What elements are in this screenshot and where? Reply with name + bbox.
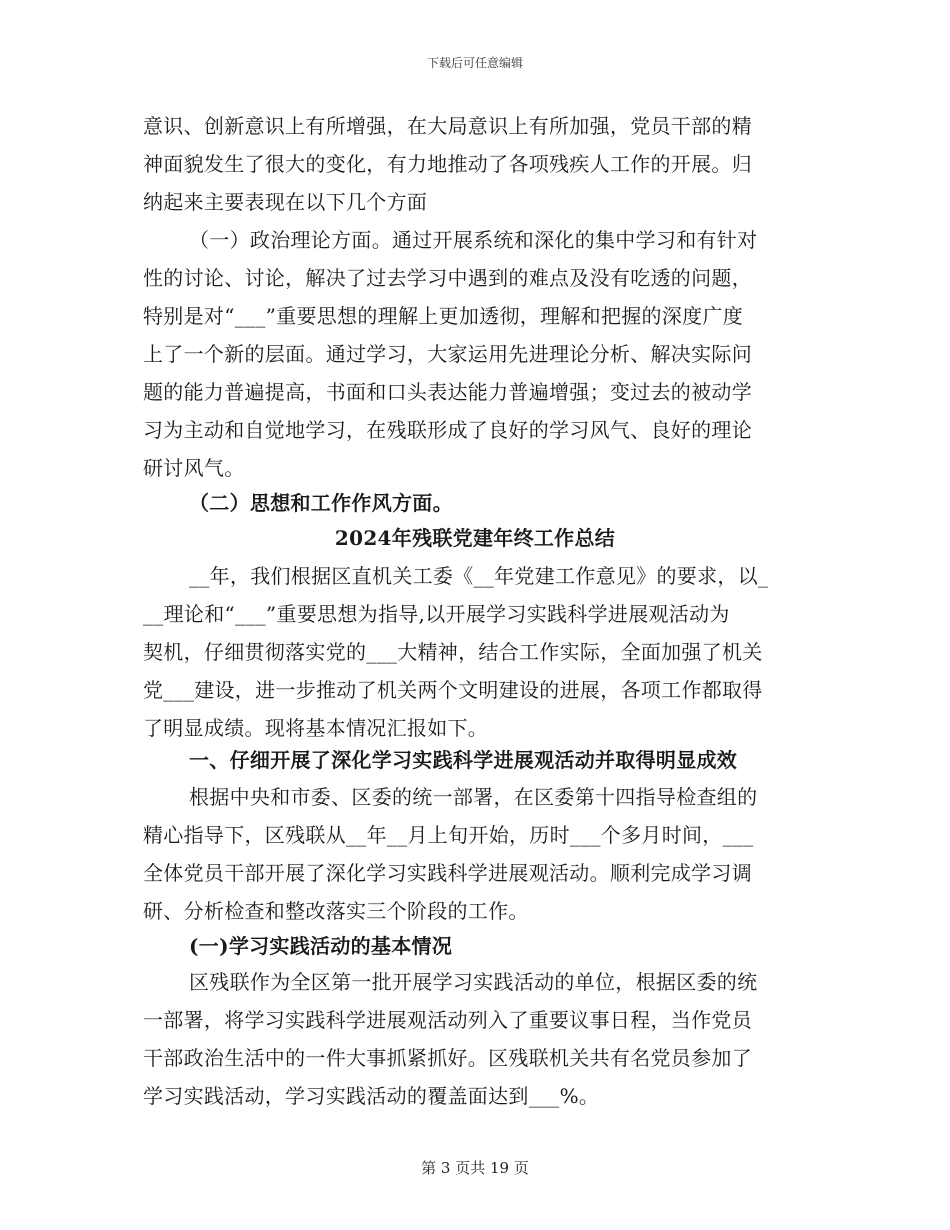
body-text-line: 契机，仔细贯彻落实党的___大精神，结合工作实际，全面加强了机关 bbox=[143, 640, 763, 664]
body-text-line: 精心指导下，区残联从__年__月上旬开始，历时___个多月时间，___ bbox=[143, 823, 754, 847]
subsection-heading: (一)学习实践活动的基本情况 bbox=[189, 934, 453, 958]
body-text-line: 意识、创新意识上有所增强，在大局意识上有所加强，党员干部的精 bbox=[143, 114, 752, 138]
body-text-line: 根据中央和市委、区委的统一部署，在区委第十四指导检查组的 bbox=[189, 785, 758, 809]
body-text-line: 纳起来主要表现在以下几个方面 bbox=[143, 190, 428, 214]
body-text-line: 一部署，将学习实践科学进展观活动列入了重要议事日程，当作党员 bbox=[143, 1008, 752, 1032]
section-heading: 一、仔细开展了深化学习实践科学进展观活动并取得明显成效 bbox=[189, 748, 738, 772]
page-footer: 第 3 页共 19 页 bbox=[421, 1159, 529, 1177]
body-text-line: 研、分析检查和整改落实三个阶段的工作。 bbox=[143, 899, 529, 923]
body-text-line: 学习实践活动，学习实践活动的覆盖面达到___%。 bbox=[143, 1084, 600, 1108]
body-text-line: 性的讨论、讨论，解决了过去学习中遇到的难点及没有吃透的问题， bbox=[143, 266, 752, 290]
body-text-line: 研讨风气。 bbox=[143, 456, 245, 480]
body-text-line: 习为主动和自觉地学习，在残联形成了良好的学习风气、良好的理论 bbox=[143, 418, 752, 442]
body-text-line: 干部政治生活中的一件大事抓紧抓好。区残联机关共有名党员参加了 bbox=[143, 1046, 752, 1070]
page-header: 下载后可任意编辑 bbox=[426, 56, 523, 70]
body-text-line: （一）政治理论方面。通过开展系统和深化的集中学习和有针对 bbox=[189, 228, 758, 252]
body-text-line: 上了一个新的层面。通过学习，大家运用先进理论分析、解决实际问 bbox=[143, 342, 752, 366]
body-text-line: 区残联作为全区第一批开展学习实践活动的单位，根据区委的统 bbox=[189, 970, 758, 994]
body-text-line: __年，我们根据区直机关工委《__年党建工作意见》的要求，以_ bbox=[189, 564, 769, 588]
body-text-line: __理论和“___”重要思想为指导,以开展学习实践科学进展观活动为 bbox=[143, 602, 730, 626]
body-text-line: 党___建设，进一步推动了机关两个文明建设的进展，各项工作都取得 bbox=[143, 678, 763, 702]
body-text-line: 特别是对“___”重要思想的理解上更加透彻，理解和把握的深度广度 bbox=[143, 304, 744, 328]
body-text-line: 题的能力普遍提高，书面和口头表达能力普遍增强；变过去的被动学 bbox=[143, 380, 752, 404]
document-title: 2024年残联党建年终工作总结 bbox=[334, 526, 616, 550]
body-text-line: 全体党员干部开展了深化学习实践科学进展观活动。顺利完成学习调 bbox=[143, 861, 752, 885]
section-heading: （二）思想和工作作风方面。 bbox=[189, 491, 453, 515]
body-text-line: 了明显成绩。现将基本情况汇报如下。 bbox=[143, 716, 489, 740]
body-text-line: 神面貌发生了很大的变化，有力地推动了各项残疾人工作的开展。归 bbox=[143, 152, 752, 176]
